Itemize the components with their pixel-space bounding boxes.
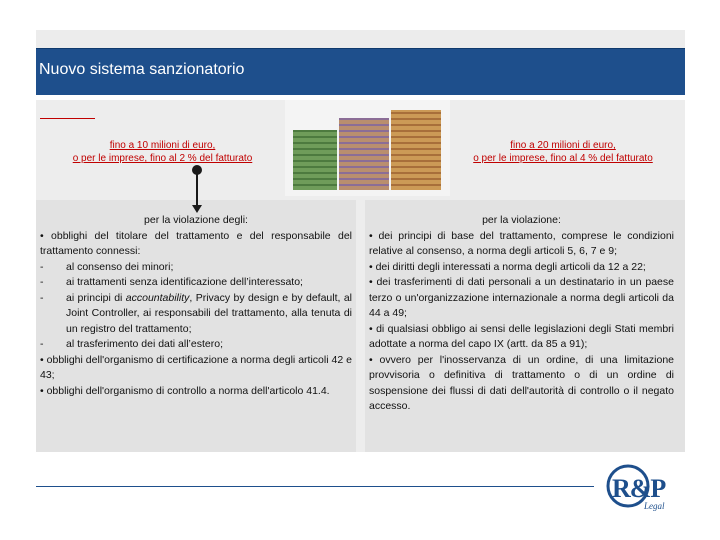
left-bullet-2: • obblighi dell'organismo di certificazione a norma degli articoli 42 e 43; (40, 353, 352, 381)
fine-right-line2: o per le imprese, fino al 4 % del fatturato (473, 153, 653, 164)
fine-left-line2: o per le imprese, fino al 2 % del fatturato (72, 153, 253, 164)
fine-right (448, 139, 678, 165)
logo-subtitle: Legal (644, 501, 665, 511)
left-dash-2-text: ai trattamenti senza identificazione dell’interessato; (66, 276, 303, 288)
left-dash-3: - ai principi di accountability, Privacy by design e by default, al Joint Controller, ai responsabili del trattamento, alla tenuta di un registro del trattamento; (40, 291, 352, 335)
fine-left-line1: fino a 10 milioni di euro, (109, 140, 216, 151)
left-dash-1-text: al consenso dei minori; (66, 260, 174, 273)
right-bullet-3: • dei trasferimenti di dati personali a un destinatario in un paese terzo o un'organizzazione internazionale a norma degli articoli da 44 a 49; (369, 276, 674, 319)
right-bullet-5: • ovvero per l'inosservanza di un ordine, di una limitazione provvisoria o definitiva di trattamento o di un ordine di sospensione dei flussi di dati dell'autorità di controllo o il negato accesso. (369, 353, 674, 412)
right-violations-text (369, 213, 674, 415)
right-bullet-4: • di qualsiasi obbligo ai sensi delle legislazioni degli Stati membri adottate a norma del capo IX (artt. da 85 a 91); (369, 322, 674, 350)
left-dash-4: - al trasferimento dei dati all’estero; (40, 337, 352, 353)
arrow-down-icon (192, 205, 202, 213)
red-rule (40, 118, 95, 119)
right-bullet-2: • dei diritti degli interessati a norma degli articoli da 12 a 22; (369, 260, 646, 273)
left-violations-text (40, 213, 352, 399)
title-bar (36, 48, 685, 95)
money-stacks-image (285, 100, 450, 196)
left-dash-1: - al consenso dei minori; (40, 260, 352, 276)
money-stack-mixed (339, 118, 389, 190)
left-dash-3-em: accountability (125, 291, 190, 304)
fine-left (40, 139, 285, 165)
left-dash-2: - ai trattamenti senza identificazione dell’interessato; (40, 275, 352, 291)
left-heading: per la violazione degli: (144, 214, 248, 226)
left-bullet-1: • obblighi del titolare del trattamento e del responsabile del trattamento connessi: (40, 229, 352, 257)
fine-right-line1: fino a 20 milioni di euro, (510, 140, 616, 151)
logo-text: R&P (612, 474, 666, 503)
footer-line (36, 486, 594, 487)
arrow-down-line (196, 168, 198, 208)
right-bullet-1: • dei principi di base del trattamento, comprese le condizioni relative al consenso, a norma degli articoli 5, 6, 7 e 9; (369, 229, 674, 257)
left-dash-3-pre: ai principi di (66, 291, 126, 304)
left-dash-3-post: , Privacy by design e by default, al Joint Controller, ai responsabili del trattamento, alla tenuta di un registro del trattamento; (66, 291, 352, 335)
slide-title: Nuovo sistema sanzionatorio (39, 61, 245, 78)
right-heading: per la violazione: (482, 214, 561, 226)
money-stack-green (293, 130, 337, 190)
left-bullet-3: • obblighi dell'organismo di controllo a norma dell'articolo 41.4. (40, 384, 330, 397)
left-dash-4-text: al trasferimento dei dati all’estero; (66, 338, 223, 350)
money-stack-orange (391, 110, 441, 190)
